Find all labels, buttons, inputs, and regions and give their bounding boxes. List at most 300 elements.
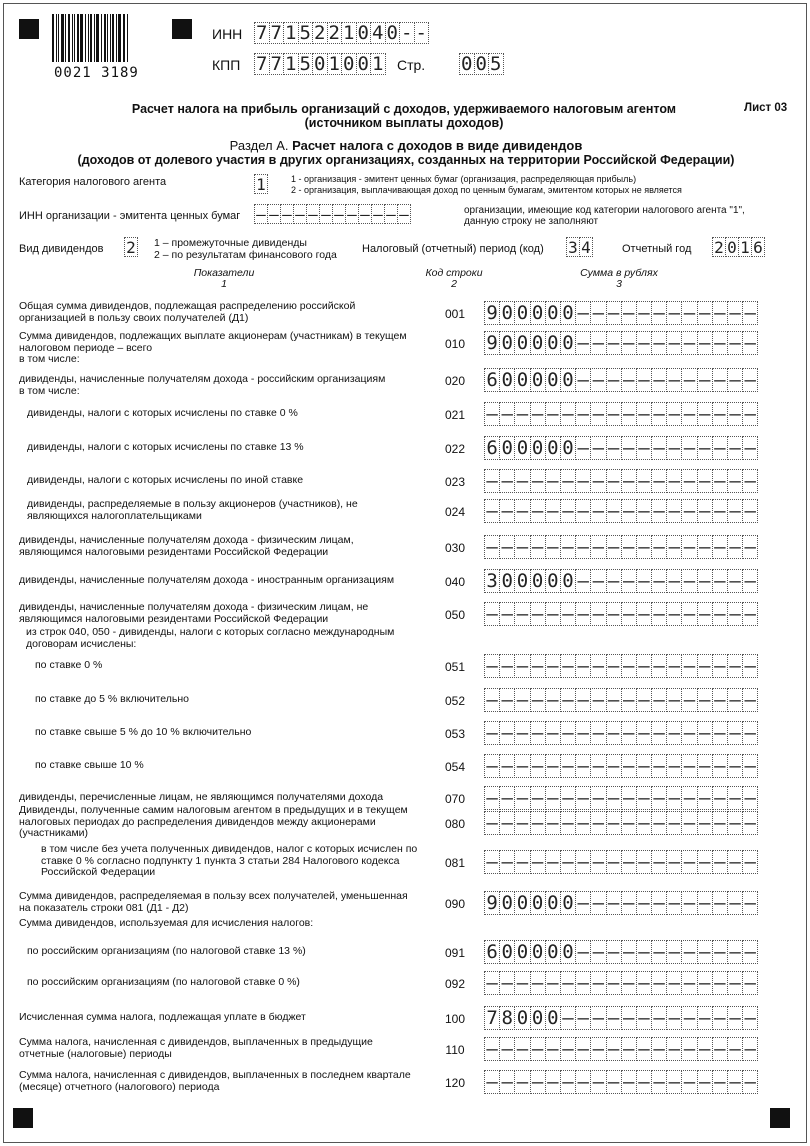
amount-cell: – [499, 402, 515, 426]
amount-cell: – [697, 754, 713, 778]
row-label-080: Дивиденды, полученные самим налоговым агентом в предыдущих и в текущем налоговых периодах до распределения дивидендов между акционерами (участниками) [19, 804, 408, 839]
amount-cell: – [636, 721, 652, 745]
amount-cell: – [545, 499, 561, 523]
column-1-title: Показатели [193, 267, 255, 279]
issuer-inn-cell: – [332, 204, 346, 224]
row-amount-100 [484, 1006, 757, 1030]
inn-cell: - [399, 22, 415, 44]
amount-cell: – [666, 811, 682, 835]
amount-cell: – [545, 721, 561, 745]
amount-cell: – [590, 891, 606, 915]
row-amount-023 [484, 469, 757, 493]
amount-cell: – [530, 602, 546, 626]
row-label-024: дивиденды, распределяемые в пользу акционеров (участников), не являющихся налогоплательщиками [27, 498, 358, 522]
row-amount-050 [484, 602, 757, 626]
amount-cell: – [681, 469, 697, 493]
amount-cell: – [560, 499, 576, 523]
amount-cell: – [499, 688, 515, 712]
kpp-label: КПП [212, 57, 241, 73]
amount-cell: – [606, 569, 622, 593]
row-label-052: по ставке до 5 % включительно [35, 693, 189, 705]
issuer-inn-cell: – [358, 204, 372, 224]
inn-cell: 0 [385, 22, 401, 44]
amount-cell: – [590, 654, 606, 678]
inn-cell: 7 [254, 22, 270, 44]
amount-cell: – [621, 1037, 637, 1061]
row-amount-080 [484, 811, 757, 835]
section-title-main: Расчет налога с доходов в виде дивидендов [292, 138, 583, 153]
amount-cell: – [530, 1037, 546, 1061]
inn-cell: 2 [312, 22, 328, 44]
inn-cell: - [414, 22, 430, 44]
amount-cell: – [514, 469, 530, 493]
amount-cell: – [697, 971, 713, 995]
amount-cell: 0 [560, 891, 576, 915]
amount-cell: – [636, 940, 652, 964]
amount-cell: 0 [514, 331, 530, 355]
amount-cell: – [742, 301, 758, 325]
amount-cell: – [590, 499, 606, 523]
amount-cell: – [590, 721, 606, 745]
amount-cell: – [666, 721, 682, 745]
amount-cell: – [727, 754, 743, 778]
amount-cell: – [575, 569, 591, 593]
amount-cell: – [560, 1037, 576, 1061]
amount-cell: – [651, 569, 667, 593]
row-amount-090 [484, 891, 757, 915]
amount-cell: – [499, 850, 515, 874]
amount-cell: – [484, 469, 500, 493]
amount-cell: – [651, 368, 667, 392]
amount-cell: – [727, 301, 743, 325]
amount-cell: 0 [514, 436, 530, 460]
page-number-cell: 5 [488, 53, 504, 75]
amount-cell: – [545, 1070, 561, 1094]
amount-cell: – [499, 1037, 515, 1061]
amount-cell: – [545, 754, 561, 778]
amount-cell: – [606, 891, 622, 915]
amount-cell: – [545, 850, 561, 874]
amount-cell: – [712, 535, 728, 559]
amount-cell: – [666, 499, 682, 523]
amount-cell: – [666, 850, 682, 874]
inn-cell: 1 [283, 22, 299, 44]
amount-cell: – [697, 301, 713, 325]
caption-used-for-tax: Сумма дивидендов, используемая для исчисления налогов: [19, 917, 314, 929]
caption-including-1: в том числе: [19, 353, 80, 365]
amount-cell: – [575, 1006, 591, 1030]
amount-cell: – [575, 971, 591, 995]
row-amount-052 [484, 688, 757, 712]
amount-cell: – [712, 1037, 728, 1061]
amount-cell: – [651, 850, 667, 874]
row-label-021: дивиденды, налоги с которых исчислены по ставке 0 % [27, 407, 298, 419]
kpp-cell: 0 [356, 53, 372, 75]
row-code-120: 120 [444, 1076, 466, 1090]
amount-cell: – [575, 331, 591, 355]
amount-cell: – [514, 535, 530, 559]
amount-cell: 0 [499, 331, 515, 355]
inn-cell: 4 [370, 22, 386, 44]
row-amount-022 [484, 436, 757, 460]
amount-cell: – [484, 754, 500, 778]
amount-cell: – [545, 402, 561, 426]
amount-cell: – [606, 850, 622, 874]
amount-cell: – [712, 971, 728, 995]
amount-cell: – [651, 721, 667, 745]
row-amount-010 [484, 331, 757, 355]
row-label-081: в том числе без учета полученных дивидендов, налог с которых исчислен по ставке 0 % согласно подпункту 1 пункта 3 статьи 284 Налогового кодекса Российской Федерации [41, 843, 418, 878]
amount-cell: – [742, 569, 758, 593]
amount-cell: – [727, 368, 743, 392]
row-label-022: дивиденды, налоги с которых исчислены по ставке 13 % [27, 441, 304, 453]
amount-cell: 0 [545, 940, 561, 964]
amount-cell: – [697, 1070, 713, 1094]
amount-cell: – [484, 1070, 500, 1094]
amount-cell: – [697, 891, 713, 915]
amount-cell: 0 [560, 940, 576, 964]
row-code-100: 100 [444, 1012, 466, 1026]
row-amount-092 [484, 971, 757, 995]
column-3-title: Сумма в рублях [580, 267, 658, 279]
amount-cell: – [514, 602, 530, 626]
amount-cell: – [514, 654, 530, 678]
issuer-inn-cell: – [254, 204, 268, 224]
column-2-title: Код строки [425, 267, 483, 279]
row-label-054: по ставке свыше 10 % [35, 759, 144, 771]
amount-cell: – [530, 402, 546, 426]
amount-cell: – [666, 569, 682, 593]
inn-cell: 0 [356, 22, 372, 44]
amount-cell: – [651, 331, 667, 355]
amount-cell: 0 [545, 1006, 561, 1030]
amount-cell: – [575, 850, 591, 874]
period-field [566, 237, 592, 257]
amount-cell: – [727, 331, 743, 355]
amount-cell: – [727, 436, 743, 460]
amount-cell: – [666, 436, 682, 460]
amount-cell: – [651, 402, 667, 426]
amount-cell: – [484, 602, 500, 626]
amount-cell: 0 [545, 368, 561, 392]
row-code-090: 090 [444, 897, 466, 911]
amount-cell: – [727, 850, 743, 874]
amount-cell: – [666, 688, 682, 712]
amount-cell: – [621, 301, 637, 325]
amount-cell: – [681, 654, 697, 678]
agent-option-2: 2 - организация, выплачивающая доход по ценным бумагам, эмитентом которых не является [291, 185, 682, 195]
section-title [4, 138, 807, 153]
issuer-inn-cell: – [319, 204, 333, 224]
inn-label: ИНН [212, 26, 243, 42]
amount-cell: 0 [545, 301, 561, 325]
amount-cell: – [560, 535, 576, 559]
amount-cell: – [606, 786, 622, 810]
amount-cell: 0 [560, 331, 576, 355]
amount-cell: – [560, 469, 576, 493]
amount-cell: – [621, 469, 637, 493]
amount-cell: 0 [545, 891, 561, 915]
row-code-023: 023 [444, 475, 466, 489]
amount-cell: 9 [484, 301, 500, 325]
amount-cell: – [606, 331, 622, 355]
amount-cell: – [681, 786, 697, 810]
amount-cell: – [621, 721, 637, 745]
row-label-051: по ставке 0 % [35, 659, 103, 671]
row-code-052: 052 [444, 694, 466, 708]
amount-cell: – [681, 402, 697, 426]
row-label-092: по российским организациям (по налоговой ставке 0 %) [27, 976, 300, 988]
row-label-100: Исчисленная сумма налога, подлежащая уплате в бюджет [19, 1011, 306, 1023]
amount-cell: – [636, 786, 652, 810]
amount-cell: – [742, 891, 758, 915]
row-code-053: 053 [444, 727, 466, 741]
amount-cell: – [514, 971, 530, 995]
amount-cell: – [530, 654, 546, 678]
amount-cell: – [666, 368, 682, 392]
amount-cell: – [727, 811, 743, 835]
amount-cell: – [636, 402, 652, 426]
amount-cell: – [575, 688, 591, 712]
agent-category-field [254, 174, 267, 194]
amount-cell: – [681, 301, 697, 325]
row-code-030: 030 [444, 541, 466, 555]
row-label-010: Сумма дивидендов, подлежащих выплате акционерам (участникам) в текущем налоговом периоде – всего [19, 330, 407, 354]
kpp-cell: 1 [370, 53, 386, 75]
column-header-code [414, 268, 494, 290]
amount-cell: – [606, 436, 622, 460]
amount-cell: 9 [484, 331, 500, 355]
year-cell: 1 [738, 237, 752, 257]
amount-cell: 0 [499, 891, 515, 915]
row-label-023: дивиденды, налоги с которых исчислены по иной ставке [27, 474, 304, 486]
kpp-cell: 0 [341, 53, 357, 75]
amount-cell: – [742, 469, 758, 493]
amount-cell: – [681, 368, 697, 392]
row-amount-001 [484, 301, 757, 325]
amount-cell: – [621, 940, 637, 964]
period-cell: 3 [566, 237, 580, 257]
amount-cell: – [651, 535, 667, 559]
amount-cell: – [590, 436, 606, 460]
issuer-inn-cell: – [293, 204, 307, 224]
amount-cell: – [590, 1006, 606, 1030]
amount-cell: 0 [499, 940, 515, 964]
row-code-020: 020 [444, 374, 466, 388]
amount-cell: – [499, 811, 515, 835]
amount-cell: – [545, 1037, 561, 1061]
amount-cell: – [681, 971, 697, 995]
row-label-120: Сумма налога, начисленная с дивидендов, выплаченных в последнем квартале (месяце) отчетного (налогового) периода [19, 1069, 411, 1093]
row-amount-120 [484, 1070, 757, 1094]
amount-cell: – [712, 891, 728, 915]
amount-cell: – [606, 402, 622, 426]
amount-cell: – [590, 569, 606, 593]
issuer-inn-cell: – [306, 204, 320, 224]
amount-cell: – [621, 688, 637, 712]
form-title-line2: (источником выплаты доходов) [304, 116, 504, 130]
issuer-inn-cell: – [397, 204, 411, 224]
amount-cell: – [514, 850, 530, 874]
amount-cell: – [484, 971, 500, 995]
amount-cell: – [651, 1070, 667, 1094]
row-amount-040 [484, 569, 757, 593]
row-code-091: 091 [444, 946, 466, 960]
amount-cell: – [727, 469, 743, 493]
amount-cell: – [681, 569, 697, 593]
page-number-field [459, 53, 503, 75]
amount-cell: – [636, 850, 652, 874]
amount-cell: – [742, 754, 758, 778]
amount-cell: – [621, 1070, 637, 1094]
amount-cell: 0 [514, 891, 530, 915]
inn-cell: 2 [327, 22, 343, 44]
amount-cell: – [606, 368, 622, 392]
row-code-110: 110 [445, 1043, 465, 1057]
amount-cell: – [727, 499, 743, 523]
amount-cell: – [575, 436, 591, 460]
amount-cell: – [636, 1037, 652, 1061]
amount-cell: – [666, 301, 682, 325]
amount-cell: – [575, 654, 591, 678]
amount-cell: – [712, 654, 728, 678]
amount-cell: – [727, 654, 743, 678]
amount-cell: – [727, 721, 743, 745]
page-number-cell: 0 [459, 53, 475, 75]
amount-cell: 6 [484, 940, 500, 964]
amount-cell: – [651, 602, 667, 626]
amount-cell: – [606, 499, 622, 523]
amount-cell: – [697, 940, 713, 964]
amount-cell: – [666, 1006, 682, 1030]
amount-cell: – [636, 331, 652, 355]
kpp-cell: 1 [283, 53, 299, 75]
amount-cell: 0 [530, 331, 546, 355]
amount-cell: – [742, 1070, 758, 1094]
row-label-050: дивиденды, начисленные получателям дохода - физическим лицам, не являющимся налоговыми резидентами Российской Федерации [19, 601, 369, 625]
amount-cell: – [681, 1006, 697, 1030]
amount-cell: – [651, 891, 667, 915]
amount-cell: – [590, 971, 606, 995]
amount-cell: – [651, 469, 667, 493]
row-amount-091 [484, 940, 757, 964]
amount-cell: – [484, 499, 500, 523]
amount-cell: – [514, 402, 530, 426]
amount-cell: – [681, 331, 697, 355]
amount-cell: – [606, 535, 622, 559]
kpp-cell: 5 [298, 53, 314, 75]
amount-cell: – [545, 688, 561, 712]
amount-cell: – [712, 786, 728, 810]
amount-cell: – [575, 469, 591, 493]
amount-cell: – [666, 654, 682, 678]
amount-cell: – [499, 535, 515, 559]
caption-including-2: в том числе: [19, 385, 80, 397]
amount-cell: – [742, 368, 758, 392]
amount-cell: 0 [499, 301, 515, 325]
amount-cell: – [681, 891, 697, 915]
amount-cell: – [697, 368, 713, 392]
amount-cell: – [606, 721, 622, 745]
row-code-051: 051 [444, 660, 466, 674]
row-label-091: по российским организациям (по налоговой ставке 13 %) [27, 945, 306, 957]
kpp-cell: 7 [269, 53, 285, 75]
row-amount-053 [484, 721, 757, 745]
row-code-022: 022 [444, 442, 466, 456]
amount-cell: 7 [484, 1006, 500, 1030]
amount-cell: – [621, 602, 637, 626]
amount-cell: – [666, 891, 682, 915]
amount-cell: – [590, 1070, 606, 1094]
amount-cell: 0 [530, 1006, 546, 1030]
amount-cell: 0 [530, 940, 546, 964]
amount-cell: – [636, 654, 652, 678]
agent-option-1: 1 - организация - эмитент ценных бумаг (организация, распределяющая прибыль) [291, 174, 637, 184]
amount-cell: – [560, 971, 576, 995]
amount-cell: – [484, 535, 500, 559]
row-label-110: Сумма налога, начисленная с дивидендов, выплаченных в предыдущие отчетные (налоговые) периоды [19, 1036, 373, 1060]
issuer-inn-field [254, 204, 410, 224]
amount-cell: – [651, 1006, 667, 1030]
amount-cell: – [575, 786, 591, 810]
amount-cell: – [530, 721, 546, 745]
row-label-030: дивиденды, начисленные получателям дохода - физическим лицам, являющимся налоговыми резидентами Российской Федерации [19, 534, 354, 558]
amount-cell: 6 [484, 436, 500, 460]
amount-cell: 6 [484, 368, 500, 392]
year-cell: 2 [712, 237, 726, 257]
form-title-line1: Расчет налога на прибыль организаций с доходов, удерживаемого налоговым агентом [131, 102, 677, 116]
corner-marker-top-mid [172, 19, 192, 39]
amount-cell: – [697, 688, 713, 712]
amount-cell: – [727, 602, 743, 626]
amount-cell: – [727, 971, 743, 995]
amount-cell: – [545, 469, 561, 493]
period-cell: 4 [579, 237, 593, 257]
amount-cell: – [636, 569, 652, 593]
amount-cell: 0 [545, 331, 561, 355]
year-label: Отчетный год [622, 243, 692, 255]
amount-cell: 0 [530, 436, 546, 460]
amount-cell: – [575, 499, 591, 523]
row-label-090: Сумма дивидендов, распределяемая в пользу всех получателей, уменьшенная на показатель строки 081 (Д1 - Д2) [19, 890, 408, 914]
amount-cell: – [545, 971, 561, 995]
amount-cell: 0 [514, 368, 530, 392]
column-3-number: 3 [616, 278, 622, 290]
amount-cell: – [651, 754, 667, 778]
amount-cell: 0 [530, 301, 546, 325]
amount-cell: 0 [530, 891, 546, 915]
amount-cell: – [636, 499, 652, 523]
amount-cell: – [530, 786, 546, 810]
amount-cell: – [590, 402, 606, 426]
amount-cell: 0 [560, 368, 576, 392]
amount-cell: – [742, 331, 758, 355]
amount-cell: – [681, 754, 697, 778]
amount-cell: – [681, 721, 697, 745]
amount-cell: – [590, 850, 606, 874]
amount-cell: – [575, 1070, 591, 1094]
amount-cell: – [636, 811, 652, 835]
amount-cell: – [742, 402, 758, 426]
row-code-040: 040 [444, 575, 466, 589]
row-label-001: Общая сумма дивидендов, подлежащая распределению российской организацией в пользу своих получателей (Д1) [19, 300, 356, 324]
barcode-icon [52, 14, 130, 62]
amount-cell: – [590, 301, 606, 325]
amount-cell: – [621, 654, 637, 678]
amount-cell: – [590, 811, 606, 835]
amount-cell: – [530, 971, 546, 995]
issuer-inn-label: ИНН организации - эмитента ценных бумаг [19, 210, 241, 222]
